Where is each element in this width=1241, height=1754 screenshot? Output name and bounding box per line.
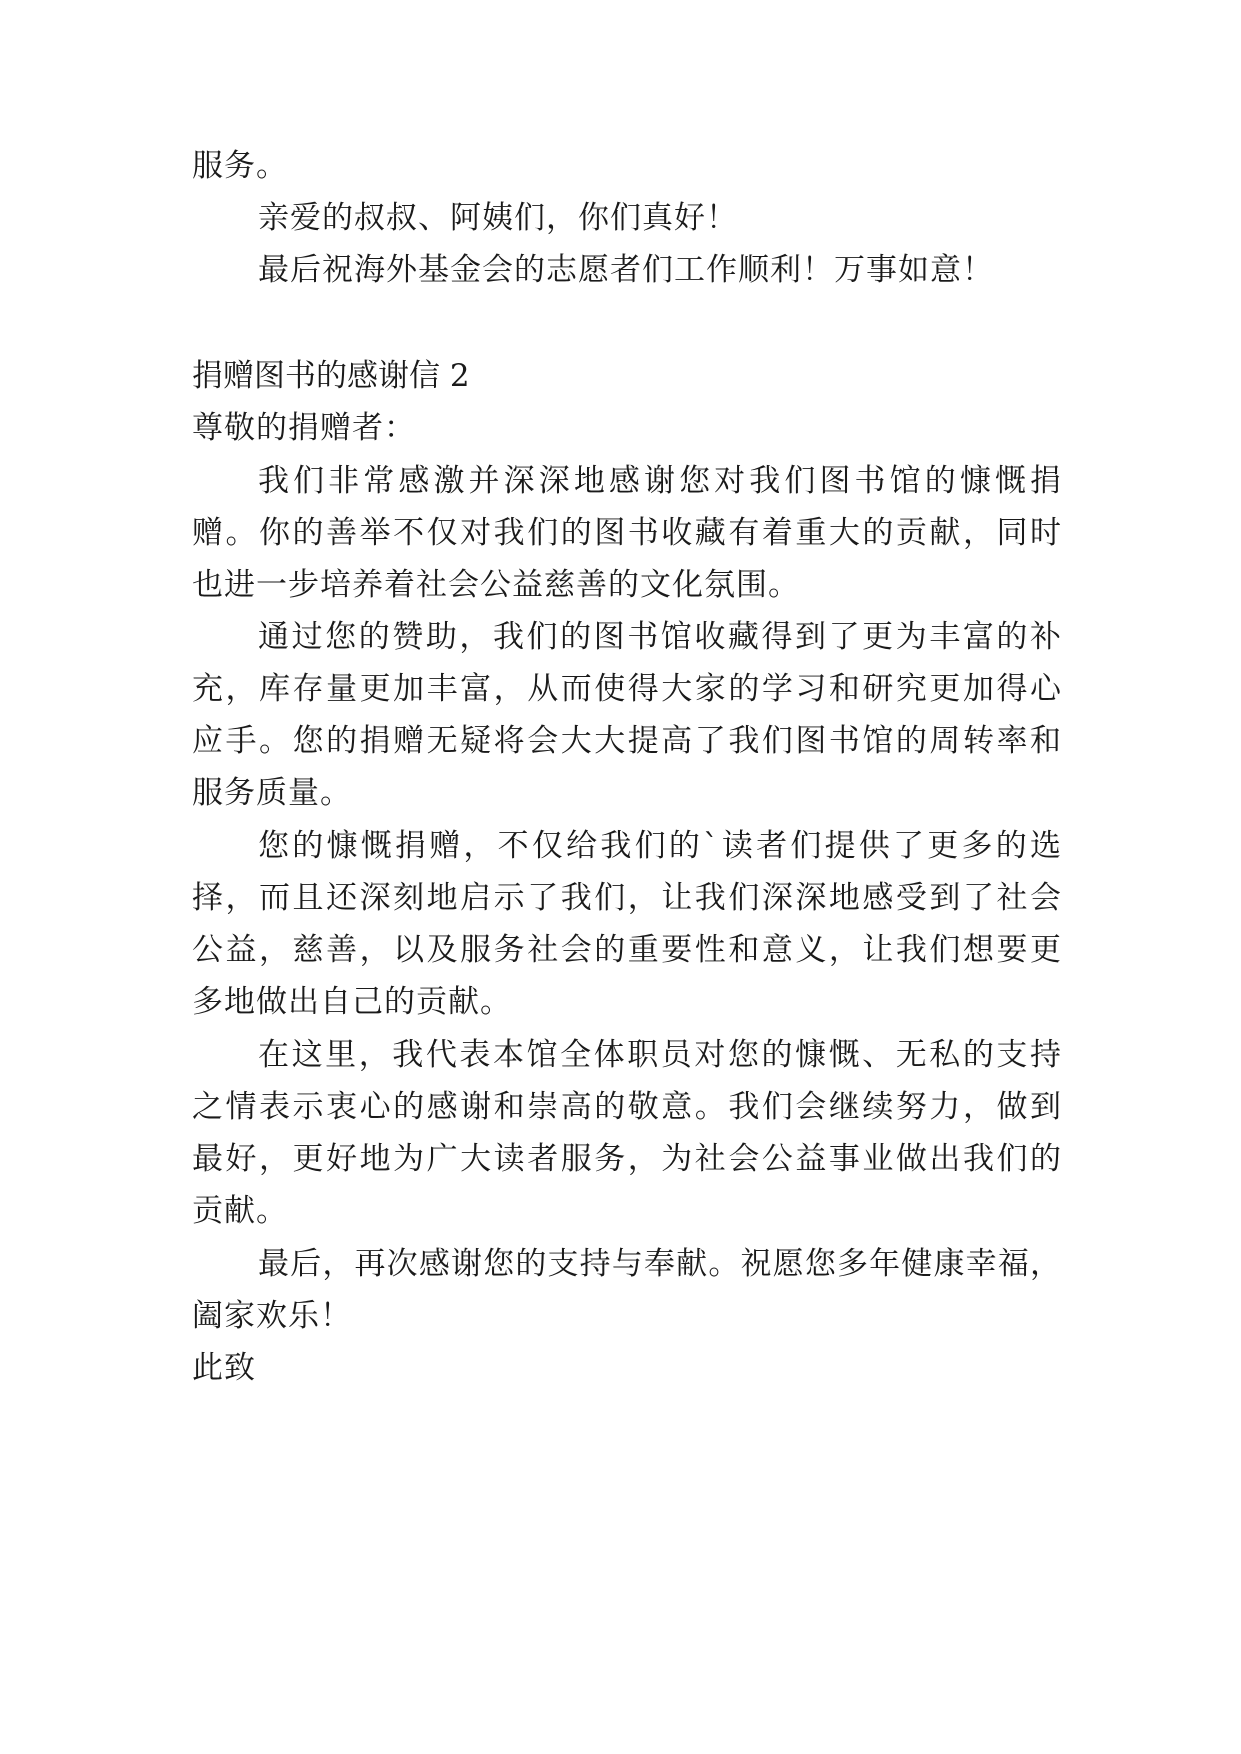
paragraph-4-line-3: 最好，更好地为广大读者服务，为社会公益事业做出我们的 [192,1141,1062,1177]
letter-title: 捐赠图书的感谢信 2 [192,358,470,394]
paragraph-4-line-4: 贡献。 [192,1193,288,1229]
paragraph-2-line-2: 充，库存量更加丰富，从而使得大家的学习和研究更加得心 [192,671,1062,707]
paragraph-4-line-2: 之情表示衷心的感谢和崇高的敬意。我们会继续努力，做到 [192,1089,1062,1125]
letter-salutation: 尊敬的捐赠者： [192,410,416,446]
paragraph-4-line-1: 在这里，我代表本馆全体职员对您的慷慨、无私的支持 [258,1037,1062,1073]
paragraph-5-line-2: 阖家欢乐！ [192,1298,352,1334]
paragraph-2-line-1: 通过您的赞助，我们的图书馆收藏得到了更为丰富的补 [258,619,1062,655]
prev-letter-tail-line-1: 服务。 [192,148,288,184]
paragraph-3-line-3: 公益，慈善，以及服务社会的重要性和意义，让我们想要更 [192,932,1062,968]
paragraph-1-line-2: 赠。你的善举不仅对我们的图书收藏有着重大的贡献，同时 [192,515,1062,551]
paragraph-1-line-1: 我们非常感激并深深地感谢您对我们图书馆的慷慨捐 [258,463,1062,499]
paragraph-2-line-4: 服务质量。 [192,775,352,811]
paragraph-3-line-4: 多地做出自己的贡献。 [192,984,512,1020]
paragraph-3-line-1: 您的慷慨捐赠，不仅给我们的`读者们提供了更多的选 [258,828,1062,864]
paragraph-3-line-2: 择，而且还深刻地启示了我们，让我们深深地感受到了社会 [192,880,1062,916]
paragraph-1-line-3: 也进一步培养着社会公益慈善的文化氛围。 [192,567,800,603]
prev-letter-tail-line-3: 最后祝海外基金会的志愿者们工作顺利！万事如意！ [258,252,994,288]
paragraph-5-line-1: 最后，再次感谢您的支持与奉献。祝愿您多年健康幸福， [258,1246,1062,1282]
letter-closing: 此致 [192,1350,256,1386]
paragraph-2-line-3: 应手。您的捐赠无疑将会大大提高了我们图书馆的周转率和 [192,723,1062,759]
prev-letter-tail-line-2: 亲爱的叔叔、阿姨们，你们真好！ [258,200,738,236]
